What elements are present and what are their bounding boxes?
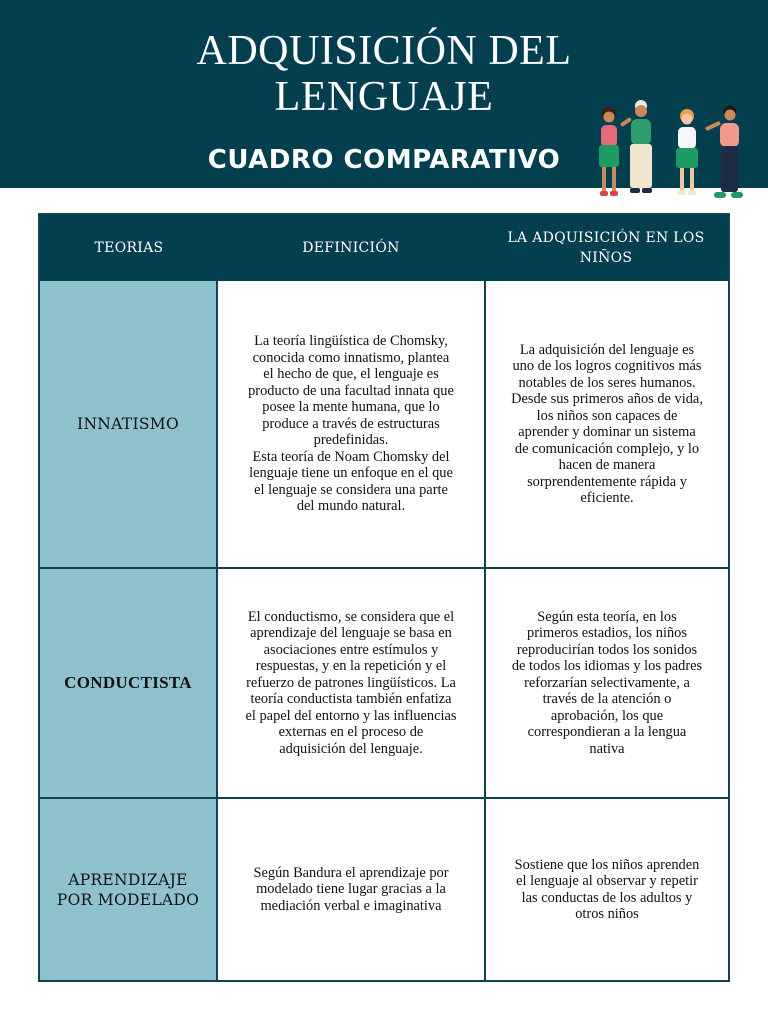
group-of-people-illustration	[592, 98, 752, 204]
person-3-figure	[676, 109, 698, 195]
header-cell-definition: DEFINICIÓN	[218, 215, 484, 281]
header-cell-theories: TEORIAS	[40, 215, 218, 281]
acquisition-cell-modelado: Sostiene que los niños aprenden el lenguaje al observar y repetir las conductas de los adultos y otros niños	[486, 799, 728, 980]
acquisition-cell-innatismo: La adquisición del lenguaje es uno de los logros cognitivos más notables de los seres humanos. Desde sus primeros años de vida, los niños son capaces de aprender y dominar un sistema de comunicación complejo, y lo hacen de manera sorprendentemente rápida y eficiente.	[486, 281, 728, 567]
page-subtitle: CUADRO COMPARATIVO	[207, 145, 561, 175]
theory-cell-modelado: APRENDIZAJE POR MODELADO	[40, 799, 216, 980]
row-divider	[40, 567, 728, 569]
row-divider	[40, 797, 728, 799]
theory-cell-conductista: CONDUCTISTA	[40, 569, 216, 797]
person-2-figure	[620, 100, 652, 193]
definition-cell-modelado: Según Bandura el aprendizaje por modelado tiene lugar gracias a la mediación verbal e imaginativa	[218, 799, 484, 980]
column-divider	[216, 281, 218, 980]
person-1-figure	[599, 107, 619, 196]
comparison-table	[38, 213, 730, 982]
definition-cell-innatismo: La teoría lingüística de Chomsky, conocida como innatismo, plantea el hecho de que, el lenguaje es producto de una facultad innata que posee la mente humana, que lo produce a través de estructuras predefinidas. Esta teoría de Noam Chomsky del lenguaje tiene un enfoque en el que el lenguaje se considera una parte del mundo natural.	[218, 281, 484, 567]
theory-cell-innatismo: INNATISMO	[40, 281, 216, 567]
column-divider	[484, 281, 486, 980]
acquisition-cell-conductista: Según esta teoría, en los primeros estadios, los niños reproducirían todos los sonidos de todos los idiomas y los padres reforzarían selectivamente, a través de la atención o aprobación, los que correspondieran a la lengua nativa	[486, 569, 728, 797]
person-4-figure	[705, 106, 743, 199]
definition-cell-conductista: El conductismo, se considera que el aprendizaje del lenguaje se basa en asociaciones entre estímulos y respuestas, y en la repetición y el refuerzo de patrones lingüísticos. La teoría conductista también enfatiza el papel del entorno y las influencias externas en el proceso de adquisición del lenguaje.	[218, 569, 484, 797]
page-title: ADQUISICIÓN DEL LENGUAJE	[196, 28, 572, 120]
header-cell-acquisition: LA ADQUISICIÓN EN LOS NIÑOS	[484, 215, 728, 281]
